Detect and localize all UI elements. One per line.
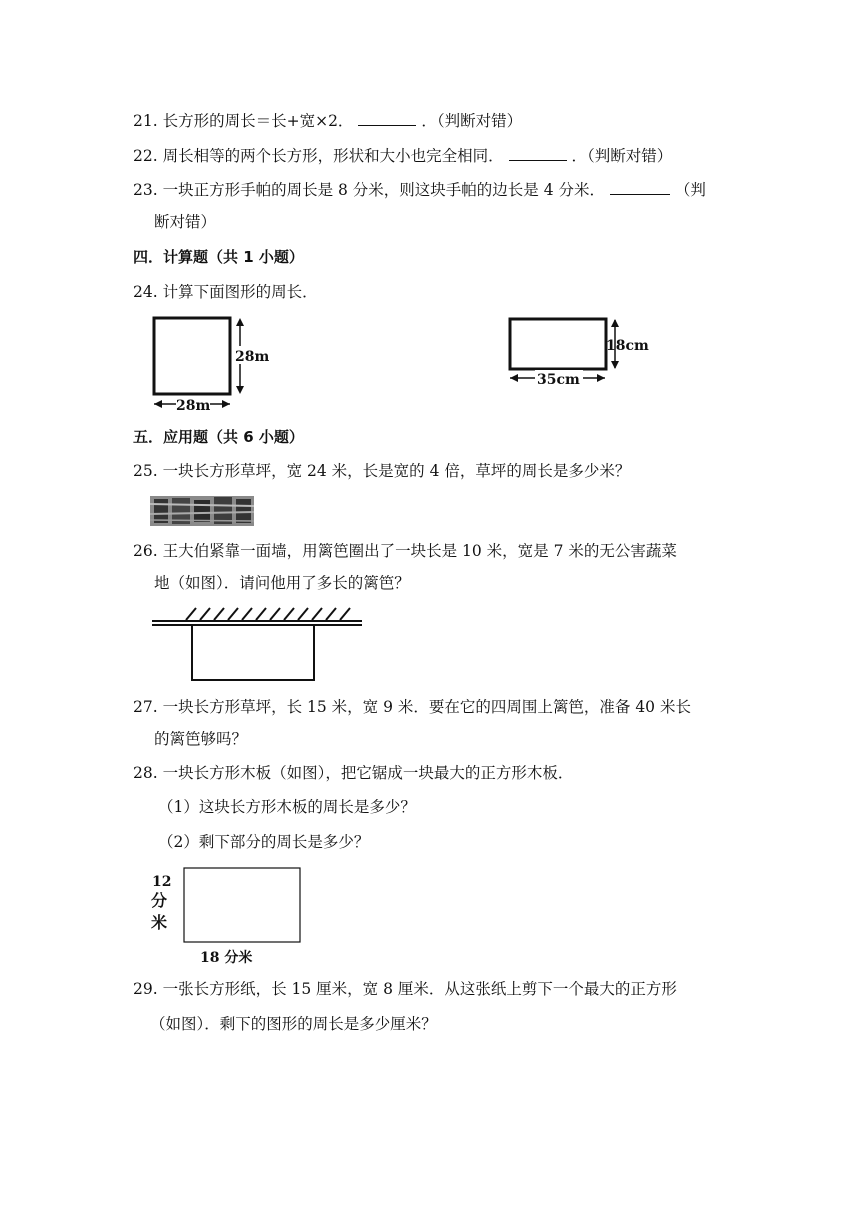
question-text: 一块正方形手帕的周长是 8 分米，则这块手帕的边长是 4 分米． <box>162 181 606 199</box>
section-heading-application: 五．应用题（共 6 小题） <box>133 428 304 446</box>
question-number: 28. <box>133 764 158 782</box>
question-number: 27. <box>133 698 158 716</box>
question-23-continuation: 断对错） <box>154 213 217 231</box>
question-26 <box>133 541 677 561</box>
question-29-continuation: （如图）．剩下的图形的周长是多少厘米？ <box>150 1015 437 1033</box>
question-number: 24. <box>133 283 158 301</box>
question-27 <box>133 697 691 717</box>
question-number: 29. <box>133 980 158 998</box>
question-text: 长方形的周长＝长+宽×2． <box>162 112 354 130</box>
question-text: 周长相等的两个长方形，形状和大小也完全相同． <box>162 147 504 165</box>
scribbled-answer-image <box>150 494 256 528</box>
question-27-continuation: 的篱笆够吗？ <box>154 730 248 748</box>
question-suffix: （判 <box>674 181 706 199</box>
wood-board-figure <box>148 864 308 968</box>
square-figure <box>148 312 270 414</box>
bottom-length-label: 35cm <box>537 372 580 388</box>
question-number: 21. <box>133 112 158 130</box>
question-22 <box>133 146 672 166</box>
question-25 <box>133 461 630 481</box>
question-text: 一块长方形木板（如图），把它锯成一块最大的正方形木板． <box>162 764 574 782</box>
answer-blank[interactable] <box>610 180 670 195</box>
question-24 <box>133 282 318 302</box>
question-text: 一张长方形纸，长 15 厘米，宽 8 厘米．从这张纸上剪下一个最大的正方形 <box>162 980 677 998</box>
section-heading-calculation: 四．计算题（共 1 小题） <box>133 248 304 266</box>
side-length-label-unit-2: 米 <box>151 913 168 932</box>
question-text: 王大伯紧靠一面墙，用篱笆圈出了一块长是 10 米，宽是 7 米的无公害蔬菜 <box>162 542 677 560</box>
rectangle-figure <box>505 314 665 394</box>
question-29 <box>133 979 677 999</box>
question-text: 一块长方形草坪，宽 24 米，长是宽的 4 倍，草坪的周长是多少米？ <box>162 462 631 480</box>
question-number: 22. <box>133 147 158 165</box>
question-suffix: ．（判断对错） <box>421 112 523 130</box>
bottom-length-label: 28m <box>176 398 211 414</box>
question-text: 计算下面图形的周长． <box>162 283 318 301</box>
question-number: 25. <box>133 462 158 480</box>
answer-blank[interactable] <box>358 111 416 126</box>
bottom-length-label: 18 分米 <box>200 950 253 966</box>
question-number: 26. <box>133 542 158 560</box>
question-28-sub-2: （2）剩下部分的周长是多少？ <box>158 833 370 851</box>
question-suffix: ．（判断对错） <box>571 147 673 165</box>
question-26-continuation: 地（如图）．请问他用了多长的篱笆？ <box>154 574 410 592</box>
question-number: 23. <box>133 181 158 199</box>
side-length-label: 28m <box>235 349 270 365</box>
answer-blank[interactable] <box>509 146 567 161</box>
question-28 <box>133 763 573 783</box>
side-length-label-unit-1: 分 <box>151 891 168 910</box>
wall-garden-figure <box>150 604 365 684</box>
side-length-label-number: 12 <box>152 874 172 890</box>
question-28-sub-1: （1）这块长方形木板的周长是多少？ <box>158 798 416 816</box>
question-23 <box>133 180 706 200</box>
side-length-label: 18cm <box>606 338 649 354</box>
question-text: 一块长方形草坪，长 15 米，宽 9 米．要在它的四周围上篱笆，准备 40 米长 <box>162 698 691 716</box>
question-21 <box>133 111 522 131</box>
